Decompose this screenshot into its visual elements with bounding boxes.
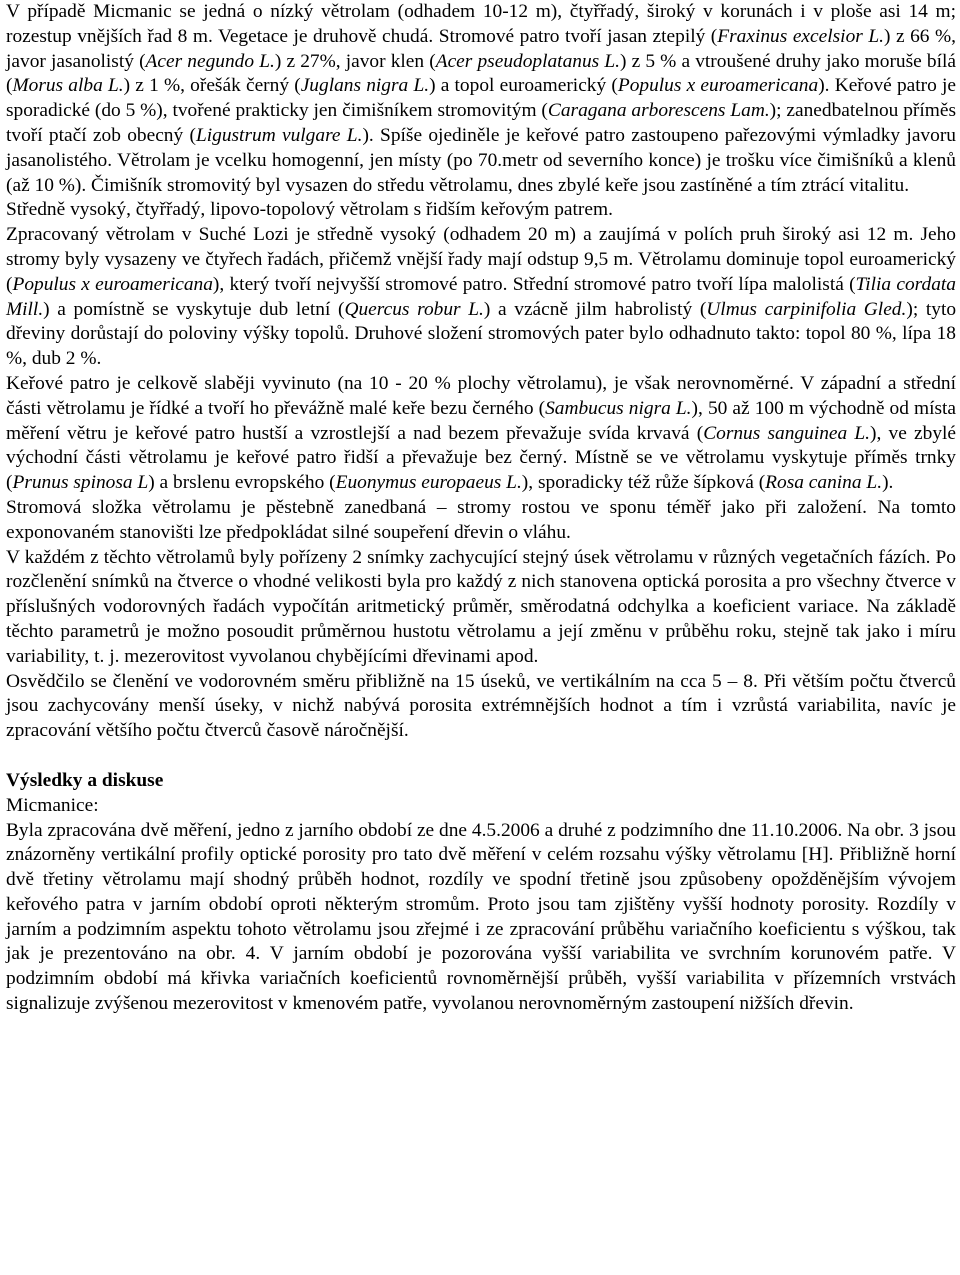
paragraph <box>6 0 956 198</box>
body-text <box>6 0 956 744</box>
species-name: Sambucus nigra L. <box>545 397 692 419</box>
paragraph <box>6 819 956 1017</box>
species-name: Ulmus carpinifolia Gled. <box>706 298 907 320</box>
species-name: Morus alba L. <box>12 75 124 97</box>
text-run: ). <box>882 472 894 494</box>
paragraph <box>6 372 956 496</box>
text-run: Středně vysoký, čtyřřadý, lipovo-topolový větrolam s řidším keřovým patrem. <box>6 199 613 221</box>
text-run: Stromová složka větrolamu je pěstebně zanedbaná – stromy rostou ve sponu téměř jako při založení. Na tomto exponovaném stanovišti lze předpokládat silné soupeření dřevin o vláhu. <box>6 496 956 543</box>
text-run: ) z 1 %, ořešák černý ( <box>123 75 301 97</box>
species-name: Acer pseudoplatanus L. <box>435 50 620 72</box>
species-name: Ligustrum vulgare L. <box>195 124 363 146</box>
species-name: Caragana arborescens Lam. <box>547 100 770 122</box>
text-run: V každém z těchto větrolamů byly pořízeny 2 snímky zachycující stejný úsek větrolamu v různých vegetačních fázích. Po rozčlenění snímků na čtverce o vhodné velikosti byla pro každý z nich stanovena optická porosita a pro všechny čtverce v příslušných vodorovných řadách vypočítán aritmetický průměr, směrodatná odchylka a koeficient variace. Na základě těchto parametrů je možno posoudit průměrnou hustotu větrolamu a její změnu v průběhu roku, stejně tak jako i míru variability, t. j. mezerovitost vyvolanou chybějícími dřevinami apod. <box>6 546 956 667</box>
text-run: ), 50 až 100 m východně od místa měření větru je keřové patro hustší a vzrostlejší a nad bezem převažuje svída krvavá ( <box>6 397 957 444</box>
paragraph <box>6 546 956 670</box>
section-spacer <box>6 744 956 769</box>
text-run: ), který tvoří nejvyšší stromové patro. Střední stromové patro tvoří lípa malolistá ( <box>212 273 856 295</box>
text-run: ), sporadicky též růže šípková ( <box>521 472 766 494</box>
paragraph <box>6 670 956 744</box>
species-name: Rosa canina L. <box>765 472 883 494</box>
text-run: Keřové patro je celkově slaběji vyvinuto (na 10 - 20 % plochy větrolamu), je však nerovnoměrné. V západní a střední části větrolamu je řídké a tvoří ho převážně malé keře bezu černého ( <box>6 372 956 419</box>
text-run: V případě Micmanic se jedná o nízký větrolam (odhadem 10-12 m), čtyřřadý, široký v korunách i v ploše asi 14 m; rozestup vnějších řad 8 m. Vegetace je druhově chudá. Stromové patro tvoří jasan ztepilý ( <box>6 1 956 47</box>
text-run: ) z 66 %, javor jasanolistý ( <box>6 25 956 72</box>
text-run: ); zanedbatelnou příměs tvoří ptačí zob obecný ( <box>6 100 956 146</box>
species-name: Populus x euroamericana <box>617 75 819 97</box>
paragraph <box>6 198 956 223</box>
text-run: ) z 5 % a vtroušené druhy jako moruše bílá ( <box>6 50 956 97</box>
species-name: Quercus robur L. <box>344 298 484 320</box>
paragraph <box>6 223 956 372</box>
text-run: ) a vzácně jilm habrolistý ( <box>483 298 707 320</box>
text-run: ). Spíše ojediněle je keřové patro zastoupeno pařezovými výmladky javoru jasanolistého. Větrolam je vcelku homogenní, jen místy (po 70.metr od severního konce) je trošku více čimišníků a klenů (až 10 %). Čimišník stromovitý byl vysazen do středu větrolamu, dnes zbylé keře jsou zastíněné a tím ztrácí vitalitu. <box>6 124 956 196</box>
text-run: Byla zpracována dvě měření, jedno z jarního období ze dne 4.5.2006 a druhé z podzimního dne 11.10.2006. Na obr. 3 jsou znázorněny vertikální profily optické porosity pro tato dvě měření v celém rozsahu výšky větrolamu [H]. Přibližně horní dvě třetiny větrolamu mají shodný průběh hodnot, rozdíly ve spodní třetině jsou způsobeny opožděnějším vývojem keřového patra v jarním období oproti některým stromům. Proto jsou tam zjištěny vyšší hodnoty porosity. Rozdíly v jarním a podzimním aspektu tohoto větrolamu jsou zřejmé i ze zpracování průběhu variačního koeficientu s výškou, tak jak je prezentováno na obr. 4. V jarním období je pozorována vyšší variabilita ve svrchním korunovém patře. V podzimním období má křivka variačních koeficientů rovnoměrnější průběh, vyšší variabilita v přízemních vrstvách signalizuje zvýšenou mezerovitost v kmenovém patře, vyvolanou nerovnoměrným zastoupení nižších dřevin. <box>6 819 956 1015</box>
section-body-text <box>6 819 956 1017</box>
text-run: ); tyto dřeviny dorůstají do poloviny výšky topolů. Druhové složení stromových pater bylo odhadnuto takto: topol 80 %, lípa 18 %, dub 2 %. <box>6 298 957 370</box>
species-name: Acer negundo L. <box>145 50 275 72</box>
text-run: Osvědčilo se členění ve vodorovném směru přibližně na 15 úseků, ve vertikálním na cca 5 – 8. Při větším počtu čtverců jsou zachycovány menší úseky, v nichž nabývá porosita extrémnějších hodnot a tím i vzrůstá variabilita, navíc je zpracování většího počtu čtverců časově náročnější. <box>6 670 956 742</box>
text-run: ) z 27%, javor klen ( <box>274 50 436 72</box>
species-name: Cornus sanguinea L. <box>703 422 871 444</box>
text-run: ) a pomístně se vyskytuje dub letní ( <box>43 298 345 320</box>
text-run: ), ve zbylé východní části větrolamu je keřové patro řidší a převažuje bez černý. Místně se ve větrolamu vyskytuje příměs trnky ( <box>6 422 957 494</box>
paragraph <box>6 496 956 546</box>
species-name: Populus x euroamericana <box>12 273 213 295</box>
text-run: ) a topol euroamerický ( <box>429 75 618 97</box>
section-heading: Výsledky a diskuse <box>6 769 164 791</box>
text-run: ). Keřové patro je sporadické (do 5 %), tvořené prakticky jen čimišníkem stromovitým ( <box>6 75 956 122</box>
text-run: ) a brslenu evropského ( <box>148 472 336 494</box>
section-subheading: Micmanice: <box>6 794 99 816</box>
species-name: Juglans nigra L. <box>300 75 430 97</box>
species-name: Euonymus europaeus L. <box>335 472 522 494</box>
species-name: Tilia cordata Mill. <box>6 273 956 320</box>
species-name: Fraxinus excelsior L. <box>717 25 884 47</box>
species-name: Prunus spinosa L <box>12 472 149 494</box>
text-run: Zpracovaný větrolam v Suché Lozi je středně vysoký (odhadem 20 m) a zaujímá v polích pruh široký asi 12 m. Jeho stromy byly vysazeny ve čtyřech řadách, přičemž vnější řady mají odstup 9,5 m. Větrolamu dominuje topol euroamerický ( <box>6 224 956 295</box>
